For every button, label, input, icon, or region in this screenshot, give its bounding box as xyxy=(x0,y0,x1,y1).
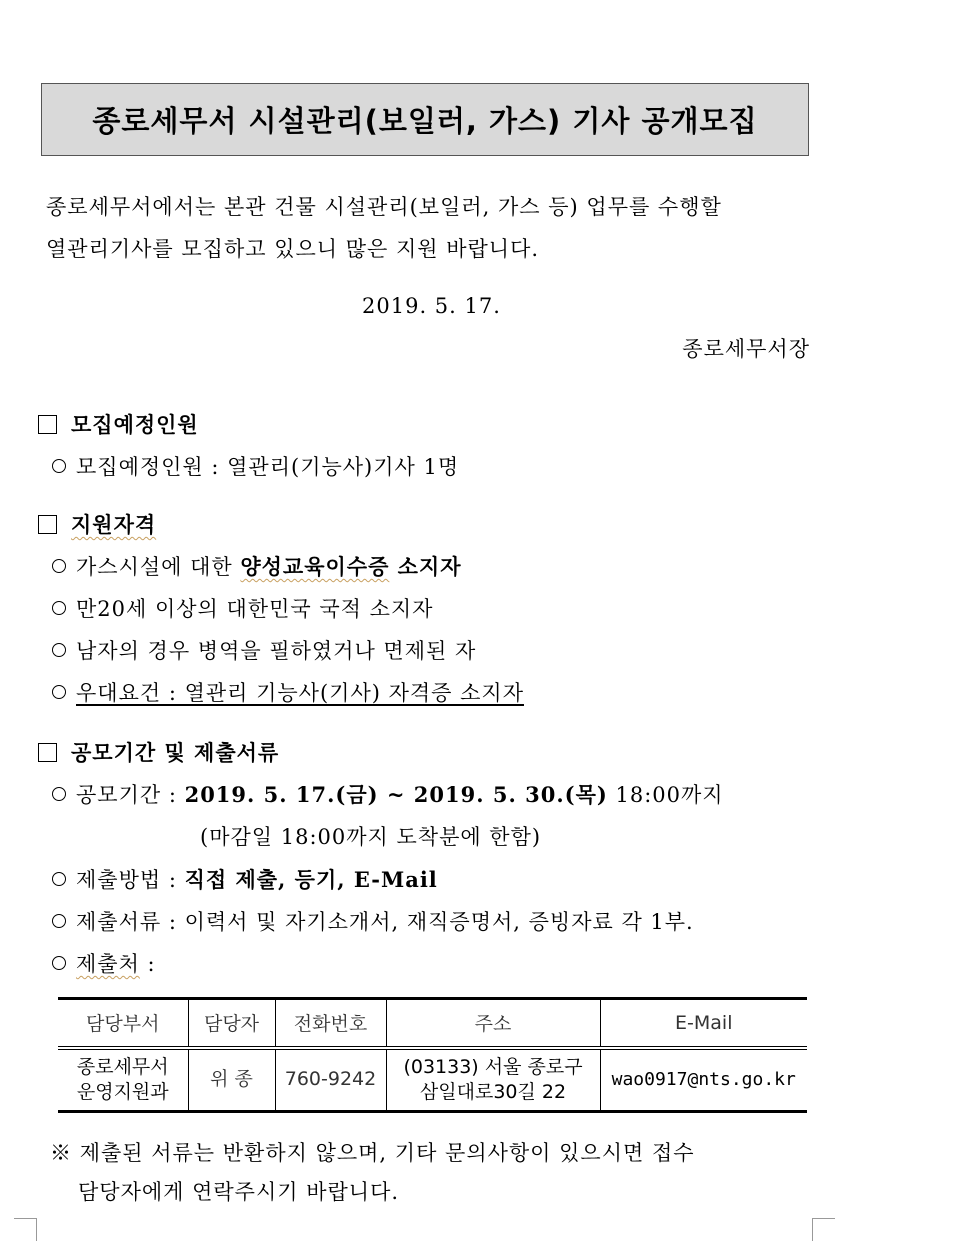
intro-line-2: 열관리기사를 모집하고 있으니 많은 지원 바랍니다. xyxy=(46,237,540,261)
item-bold-text: 2019. 5. 17.(금) ~ 2019. 5. 30.(목) xyxy=(184,782,608,807)
header-dept: 담당부서 xyxy=(86,1013,160,1036)
item-text: : xyxy=(139,952,156,976)
address-line: (03133) 서울 종로구 xyxy=(403,1055,583,1078)
circle-bullet-icon xyxy=(52,559,66,573)
list-item xyxy=(52,680,524,706)
list-item xyxy=(52,596,433,622)
circle-bullet-icon xyxy=(52,872,66,886)
header-phone: 전화번호 xyxy=(275,999,386,1048)
intro-line-1: 종로세무서에서는 본관 건물 시설관리(보일러, 가스 등) 업무를 수행할 xyxy=(46,195,722,219)
circle-bullet-icon xyxy=(52,787,66,801)
section-heading-period-documents xyxy=(38,740,279,766)
square-bullet-icon xyxy=(38,743,57,762)
deadline-note: (마감일 18:00까지 도착분에 한함) xyxy=(200,825,542,849)
heading-text: 공모기간 및 제출서류 xyxy=(71,740,280,765)
list-item xyxy=(52,951,156,977)
dept-line: 운영지원과 xyxy=(76,1080,169,1103)
header-person: 담당자 xyxy=(188,999,275,1048)
item-label: 제출처 xyxy=(76,952,140,976)
dept-line: 종로세무서 xyxy=(76,1055,169,1078)
item-text: 모집예정인원 : 열관리(기능사)기사 1명 xyxy=(76,455,460,479)
circle-bullet-icon xyxy=(52,601,66,615)
item-text: 만20세 이상의 대한민국 국적 소지자 xyxy=(76,597,434,621)
list-item xyxy=(52,909,694,935)
item-bold-text: 직접 제출, 등기, E-Mail xyxy=(184,867,438,892)
circle-bullet-icon xyxy=(52,643,66,657)
item-label: 제출방법 : xyxy=(76,868,185,892)
circle-bullet-icon xyxy=(52,685,66,699)
item-text: 가스시설에 대한 xyxy=(76,555,241,579)
table-header-row xyxy=(58,999,807,1048)
item-bold-suffix: 소지자 xyxy=(389,554,462,579)
circle-bullet-icon xyxy=(52,956,66,970)
page-corner-mark xyxy=(14,1218,37,1241)
circle-bullet-icon xyxy=(52,459,66,473)
page-corner-mark xyxy=(812,1218,835,1241)
cell-email: wao0917@nts.go.kr xyxy=(600,1048,807,1112)
item-text: 제출서류 : 이력서 및 자기소개서, 재직증명서, 증빙자료 각 1부. xyxy=(76,910,694,934)
reference-mark-icon: ※ xyxy=(50,1141,72,1165)
section-heading-qualifications xyxy=(38,512,156,538)
note-line-1 xyxy=(50,1140,695,1166)
item-bold-text: 양성교육이수증 xyxy=(240,554,390,579)
circle-bullet-icon xyxy=(52,914,66,928)
list-item xyxy=(52,454,459,480)
cell-dept xyxy=(58,1048,188,1112)
item-label: 공모기간 : xyxy=(76,783,185,807)
header-address: 주소 xyxy=(386,999,600,1048)
table-row xyxy=(58,1048,807,1112)
list-item xyxy=(52,782,724,808)
list-item xyxy=(52,638,476,664)
note-text: 제출된 서류는 반환하지 않으며, 기타 문의사항이 있으시면 접수 xyxy=(79,1141,695,1165)
signer: 종로세무서장 xyxy=(682,337,810,361)
list-item xyxy=(52,867,438,893)
address-line: 삼일대로30길 22 xyxy=(419,1080,567,1103)
note-line-2: 담당자에게 연락주시기 바랍니다. xyxy=(78,1180,400,1204)
cell-person: 위 종 xyxy=(188,1048,275,1112)
item-text: 18:00까지 xyxy=(607,783,724,807)
list-item xyxy=(52,554,462,580)
heading-text: 모집예정인원 xyxy=(71,412,199,437)
cell-phone: 760-9242 xyxy=(275,1048,386,1112)
date: 2019. 5. 17. xyxy=(362,294,501,318)
square-bullet-icon xyxy=(38,415,57,434)
item-text: 남자의 경우 병역을 필하였거나 면제된 자 xyxy=(76,639,477,663)
header-email: E-Mail xyxy=(600,999,807,1048)
item-text: 우대요건 : 열관리 기능사(기사) 자격증 소지자 xyxy=(76,681,524,705)
square-bullet-icon xyxy=(38,515,57,534)
cell-address xyxy=(386,1048,600,1112)
document-title: 종로세무서 시설관리(보일러, 가스) 기사 공개모집 xyxy=(41,83,809,156)
contact-table xyxy=(58,997,807,1113)
heading-text: 지원자격 xyxy=(71,512,157,537)
section-heading-recruitment xyxy=(38,412,199,438)
